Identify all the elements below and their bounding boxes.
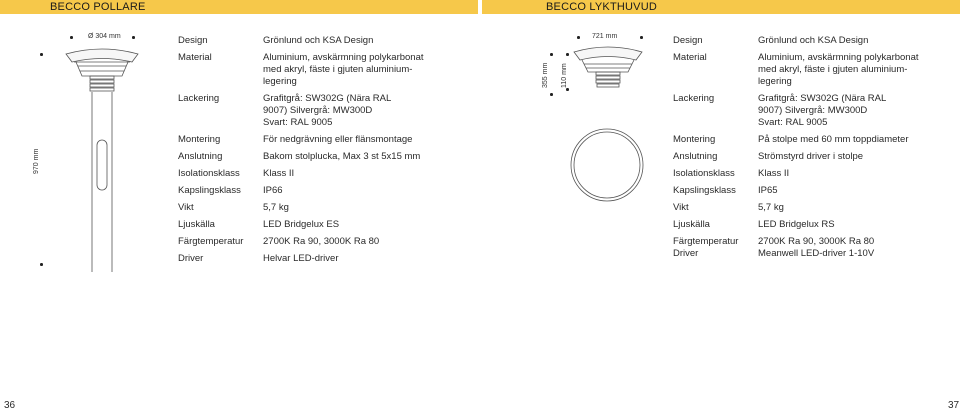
spec-label: Material: [178, 52, 212, 63]
spec-value: Klass II: [263, 168, 295, 179]
spec-label: Material: [673, 52, 707, 63]
spec-table-lykthuvud: [673, 35, 923, 265]
spec-value: Bakom stolplucka, Max 3 st 5x15 mm: [263, 151, 421, 162]
spec-value: Aluminium, avskärmning polykarbonat med akryl, fäste i gjuten aluminium- legering: [263, 52, 424, 87]
spec-value: Grönlund och KSA Design: [758, 35, 869, 46]
spec-value: 2700K Ra 90, 3000K Ra 80: [263, 236, 380, 247]
spec-value: IP66: [263, 185, 283, 196]
spec-row: [673, 202, 923, 214]
dim-marker: [577, 36, 580, 39]
diameter-label-pollare: Ø 304 mm: [88, 33, 121, 40]
spec-label: Kapslingsklass: [178, 185, 241, 196]
spec-value: För nedgrävning eller flänsmontage: [263, 134, 413, 145]
spec-value: Aluminium, avskärmning polykarbonat med akryl, fäste i gjuten aluminium- legering: [758, 52, 919, 87]
height-label-head: 110 mm: [561, 63, 568, 88]
spec-value: IP65: [758, 185, 778, 196]
spec-row: [178, 168, 428, 180]
spec-row: [178, 219, 428, 231]
spec-value: Grönlund och KSA Design: [263, 35, 374, 46]
spec-row: [673, 151, 923, 163]
spec-label: Färgtemperatur: [178, 236, 244, 247]
spec-value: På stolpe med 60 mm toppdiameter: [758, 134, 909, 145]
spec-value: 2700K Ra 90, 3000K Ra 80 Meanwell LED-driver 1-10V: [758, 236, 875, 259]
spec-row: [673, 168, 923, 180]
section-title-pollare: BECCO POLLARE: [50, 1, 146, 13]
spec-label: Anslutning: [178, 151, 223, 162]
spec-value: Klass II: [758, 168, 790, 179]
spec-label: Driver: [178, 253, 204, 264]
spec-label: Ljuskälla: [673, 219, 710, 230]
spec-label: Montering: [673, 134, 716, 145]
spec-row: [673, 52, 923, 88]
spec-value: LED Bridgelux ES: [263, 219, 340, 230]
spec-row: [673, 134, 923, 146]
spec-label: Design: [673, 35, 703, 46]
dim-marker: [40, 53, 43, 56]
spec-table-pollare: [178, 35, 428, 270]
spec-row: [178, 134, 428, 146]
spec-label: Lackering: [178, 93, 220, 104]
dim-marker: [640, 36, 643, 39]
spec-row: [178, 52, 428, 88]
spec-row: [178, 253, 428, 265]
dim-marker: [550, 53, 553, 56]
spec-value: Grafitgrå: SW302G (Nära RAL 9007) Silvergrå: MW300D Svart: RAL 9005: [758, 93, 887, 128]
spec-value: Helvar LED-driver: [263, 253, 339, 264]
height-label-total: 355 mm: [542, 62, 549, 88]
height-label-pollare: 970 mm: [33, 148, 40, 174]
luminaire-head-drawing: [568, 40, 648, 210]
spec-label: Färgtemperatur Driver: [673, 236, 739, 259]
bollard-drawing: [52, 40, 152, 280]
spec-label: Isolationsklass: [673, 168, 735, 179]
dim-marker: [550, 93, 553, 96]
spec-row: [673, 185, 923, 197]
spec-label: Montering: [178, 134, 221, 145]
spec-row: [673, 219, 923, 231]
page-number-right: 37: [948, 400, 960, 411]
dim-marker: [70, 36, 73, 39]
spec-value: LED Bridgelux RS: [758, 219, 835, 230]
spec-label: Lackering: [673, 93, 715, 104]
spec-row: [178, 151, 428, 163]
spec-row: [178, 93, 428, 129]
spec-value: Strömstyrd driver i stolpe: [758, 151, 864, 162]
spec-label: Anslutning: [673, 151, 718, 162]
spec-row: [673, 35, 923, 47]
spec-row: [178, 185, 428, 197]
spec-label: Vikt: [673, 202, 689, 213]
dim-marker: [40, 263, 43, 266]
diameter-label-lykthuvud: 721 mm: [592, 33, 618, 40]
spec-label: Vikt: [178, 202, 194, 213]
page-number-left: 36: [4, 400, 16, 411]
section-title-lykthuvud: BECCO LYKTHUVUD: [546, 1, 657, 13]
spec-row: [673, 236, 923, 260]
spec-label: Design: [178, 35, 208, 46]
spec-value: Grafitgrå: SW302G (Nära RAL 9007) Silvergrå: MW300D Svart: RAL 9005: [263, 93, 392, 128]
spec-label: Kapslingsklass: [673, 185, 736, 196]
spec-value: 5,7 kg: [758, 202, 784, 213]
spec-value: 5,7 kg: [263, 202, 289, 213]
spec-row: [178, 35, 428, 47]
dim-marker: [132, 36, 135, 39]
spec-row: [178, 202, 428, 214]
spec-label: Isolationsklass: [178, 168, 240, 179]
spec-row: [178, 236, 428, 248]
spec-row: [673, 93, 923, 129]
spec-label: Ljuskälla: [178, 219, 215, 230]
